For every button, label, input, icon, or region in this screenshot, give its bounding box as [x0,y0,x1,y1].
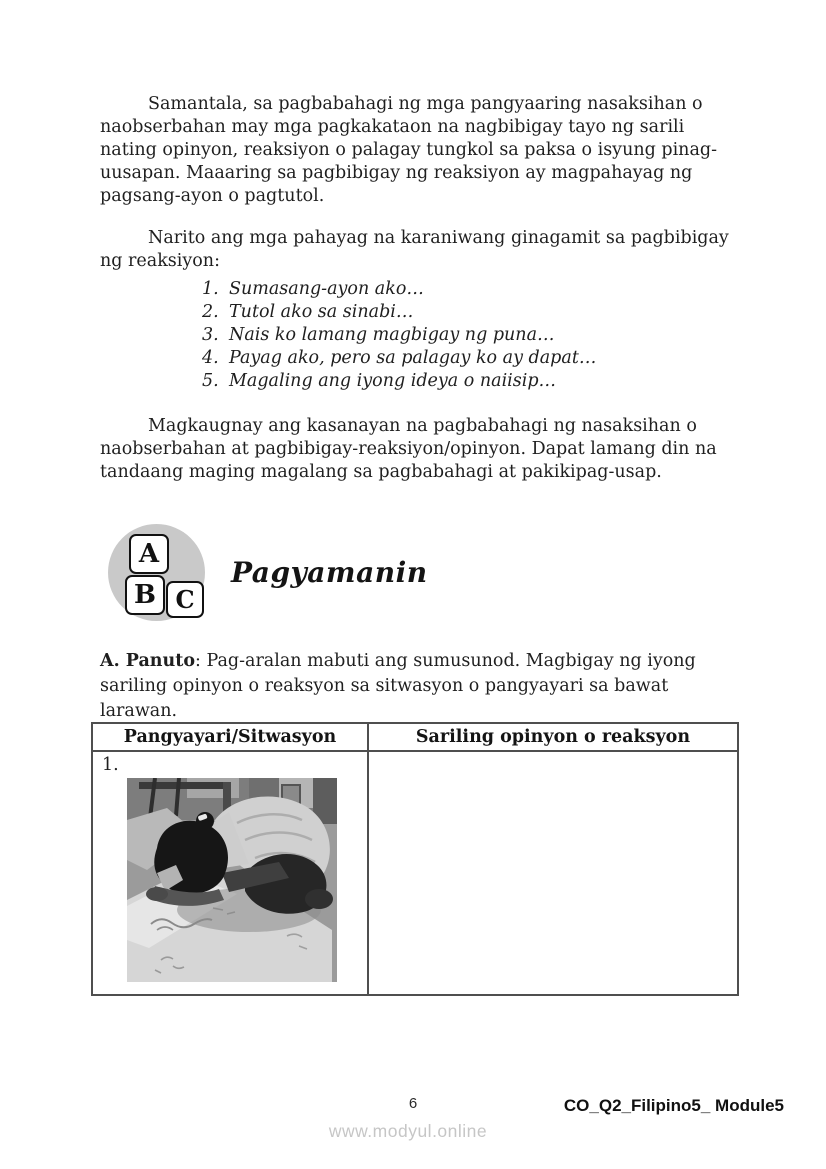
list-item-text: Magaling ang iyong ideya o naiisip… [229,371,557,391]
page-number: 6 [408,1095,418,1112]
list-item [202,278,734,301]
list-item [202,347,734,370]
list-item-number: 5. [202,371,219,391]
list-item-text: Sumasang-ayon ako… [229,279,424,299]
watermark-url: www.modyul.online [328,1121,488,1141]
situation-photo [127,778,337,982]
opinion-cell [368,751,738,995]
paragraph-samantala: Samantala, sa pagbabahagi ng mga pangyaaring nasaksihan o naobserbahan may mga pagkakataon na nagbibigay tayo ng sarili nating opinyon, reaksiyon o palagay tungkol sa paksa o isyung pinag-uusapan. Maaaring sa pagbibigay ng reaksiyon ay magpahayag ng pagsang-ayon o pagtutol. [100,94,717,206]
worksheet-table [91,722,739,996]
list-item [202,324,734,347]
list-item-number: 4. [202,348,219,368]
list-item-number: 3. [202,325,219,345]
intro-text-block [100,93,734,484]
activity-colon: : [195,651,207,671]
table-row [92,751,738,995]
row-number: 1. [102,755,119,775]
situation-cell [92,751,368,995]
list-item-text: Nais ko lamang magbigay ng puna… [229,325,555,345]
paragraph-magkaugnay: Magkaugnay ang kasanayan na pagbabahagi ng nasaksihan o naobserbahan at pagbibigay-reaksiyon/opinyon. Dapat lamang din na tandaang maging magalang sa pagbabahagi at pakikipag-usap. [100,416,717,482]
section-header-pagyamanin [108,524,428,621]
header-situation: Pangyayari/Sitwasyon [92,723,368,751]
paragraph-narito: Narito ang mga pahayag na karaniwang ginagamit sa pagbibigay ng reaksiyon: [100,228,729,271]
list-item-number: 2. [202,302,219,322]
activity-instructions [100,649,740,724]
activity-label: A. Panuto [100,651,195,671]
abc-block-b: B [125,575,165,615]
list-item [202,301,734,324]
table-header-row [92,723,738,751]
list-item-text: Payag ako, pero sa palagay ko ay dapat… [229,348,597,368]
section-title: Pagyamanin [231,556,428,589]
header-opinion: Sariling opinyon o reaksyon [368,723,738,751]
abc-block-c: C [166,581,204,618]
activity-instruction-text: Pag-aralan mabuti ang sumusunod. Magbigay ng iyong sariling opinyon o reaksyon sa sitwasyon o pangyayari sa bawat larawan. [100,651,696,721]
abc-block-a: A [129,534,169,574]
list-item-number: 1. [202,279,219,299]
module-code: CO_Q2_Filipino5_ Module5 [563,1096,784,1115]
reaction-expressions-list [100,278,734,393]
list-item [202,370,734,393]
list-item-text: Tutol ako sa sinabi… [229,302,414,322]
abc-blocks-icon [108,524,205,621]
